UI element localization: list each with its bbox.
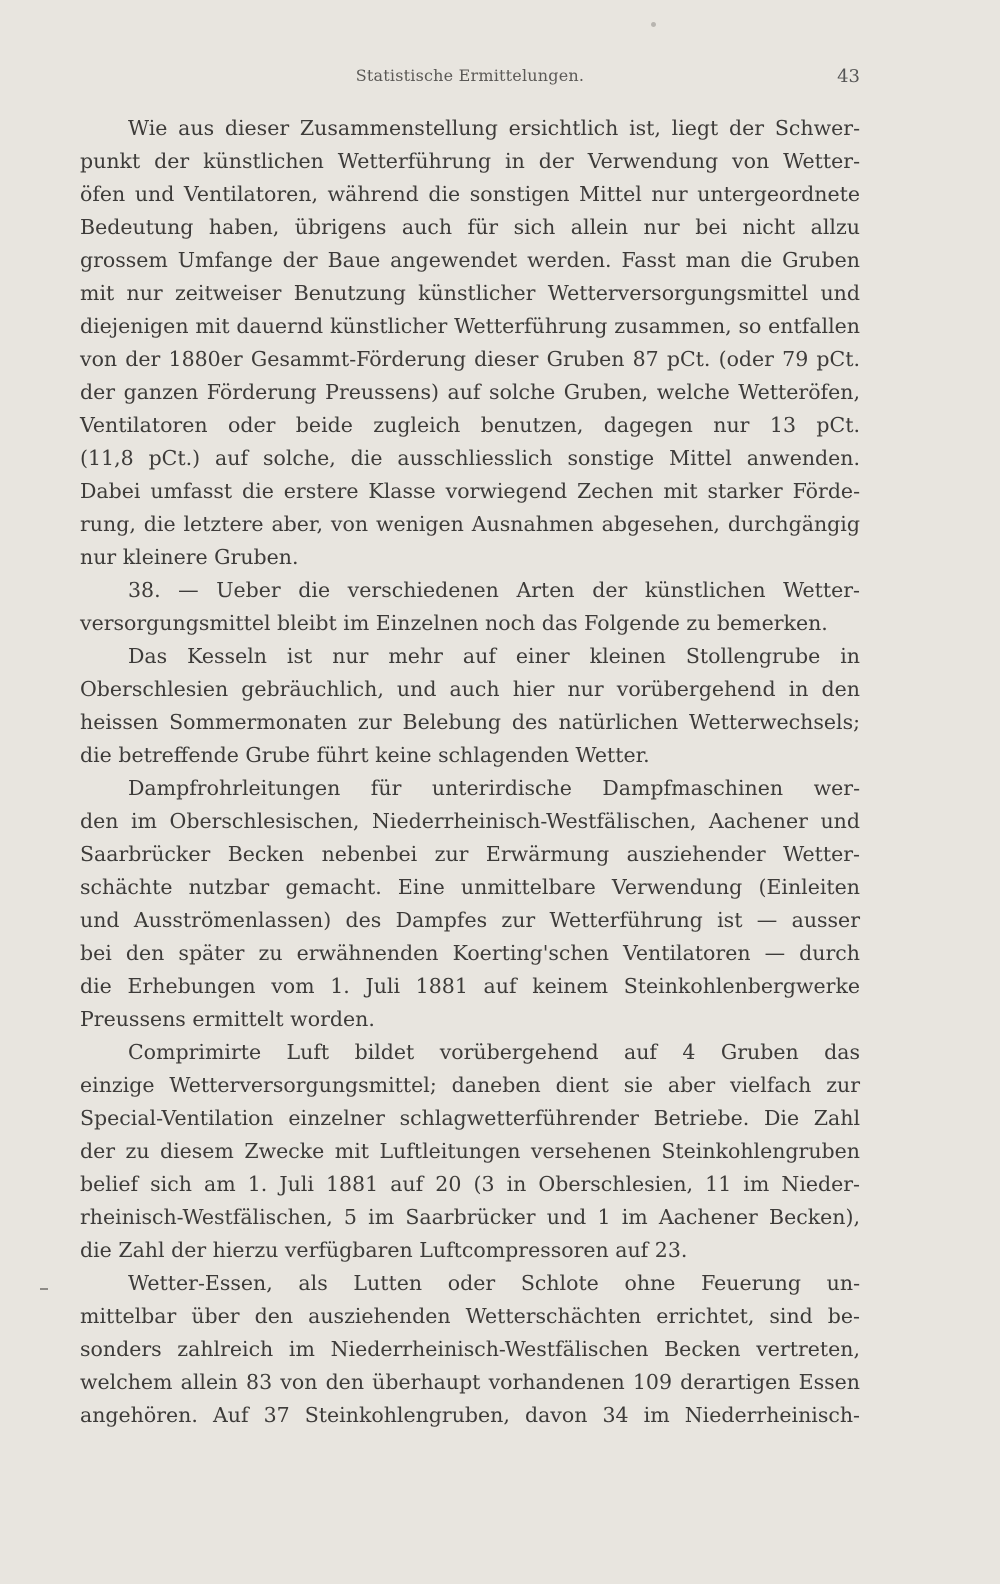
text-line: die betreffende Grube führt keine schlagenden Wetter. [80,743,650,767]
text-line: der zu diesem Zwecke mit Luftleitungen versehenen Steinkohlengruben [80,1139,860,1163]
text-line: öfen und Ventilatoren, während die sonstigen Mittel nur untergeordnete [80,182,860,206]
text-line: diejenigen mit dauernd künstlicher Wetterführung zusammen, so entfallen [80,314,860,338]
text-line: Ventilatoren oder beide zugleich benutzen, dagegen nur 13 pCt. [80,413,860,437]
text-line: heissen Sommermonaten zur Belebung des natürlichen Wetterwechsels; [80,710,860,734]
text-line: sonders zahlreich im Niederrheinisch-Westfälischen Becken vertreten, [80,1337,860,1361]
text-line: den im Oberschlesischen, Niederrheinisch-Westfälischen, Aachener und [80,809,860,833]
text-line: Special-Ventilation einzelner schlagwetterführender Betriebe. Die Zahl [80,1106,860,1130]
text-line: der ganzen Förderung Preussens) auf solche Gruben, welche Wetteröfen, [80,380,860,404]
text-line: belief sich am 1. Juli 1881 auf 20 (3 in Oberschlesien, 11 im Nieder- [80,1172,860,1196]
text-line: Oberschlesien gebräuchlich, und auch hier nur vorübergehend in den [80,677,860,701]
text-line: rheinisch-Westfälischen, 5 im Saarbrücker und 1 im Aachener Becken), [80,1205,860,1229]
paper-speck [651,22,656,27]
text-line: rung, die letztere aber, von wenigen Ausnahmen abgesehen, durchgängig [80,512,860,536]
text-line: grossem Umfange der Baue angewendet werden. Fasst man die Gruben [80,248,860,272]
text-line: punkt der künstlichen Wetterführung in der Verwendung von Wetter- [80,149,860,173]
text-line: angehören. Auf 37 Steinkohlengruben, davon 34 im Niederrheinisch- [80,1403,860,1427]
text-line: Dabei umfasst die erstere Klasse vorwiegend Zechen mit starker Förde- [80,479,860,503]
text-line: und Ausströmenlassen) des Dampfes zur Wetterführung ist — ausser [80,908,860,932]
margin-mark [40,1288,48,1290]
text-line: Saarbrücker Becken nebenbei zur Erwärmung ausziehender Wetter- [80,842,860,866]
text-line: welchem allein 83 von den überhaupt vorhandenen 109 derartigen Essen [80,1370,860,1394]
text-line: die Erhebungen vom 1. Juli 1881 auf keinem Steinkohlenbergwerke [80,974,860,998]
text-line: nur kleinere Gruben. [80,545,299,569]
section-line: 38. — Ueber die verschiedenen Arten der künstlichen Wetter- [128,578,860,602]
text-line: schächte nutzbar gemacht. Eine unmittelbare Verwendung (Einleiten [80,875,860,899]
text-line: Bedeutung haben, übrigens auch für sich allein nur bei nicht allzu [80,215,860,239]
text-line: Dampfrohrleitungen für unterirdische Dampfmaschinen wer- [128,776,860,800]
text-line: Preussens ermittelt worden. [80,1007,375,1031]
text-line: versorgungsmittel bleibt im Einzelnen noch das Folgende zu bemerken. [80,611,828,635]
text-line: mit nur zeitweiser Benutzung künstlicher Wetterversorgungsmittel und [80,281,860,305]
text-line: mittelbar über den ausziehenden Wetterschächten errichtet, sind be- [80,1304,860,1328]
text-line: von der 1880er Gesammt-Förderung dieser Gruben 87 pCt. (oder 79 pCt. [80,347,860,371]
running-title: Statistische Ermittelungen. [355,66,585,85]
page-header [80,66,860,94]
text-line: (11,8 pCt.) auf solche, die ausschliesslich sonstige Mittel anwenden. [80,446,860,470]
page-number: 43 [837,66,860,87]
text-line: Comprimirte Luft bildet vorübergehend auf 4 Gruben das [128,1040,860,1064]
text-line: Das Kesseln ist nur mehr auf einer kleinen Stollengrube in [128,644,860,668]
body-text [80,112,860,1432]
text-line: Wetter-Essen, als Lutten oder Schlote ohne Feuerung un- [128,1271,860,1295]
text-line: die Zahl der hierzu verfügbaren Luftcompressoren auf 23. [80,1238,688,1262]
text-line: Wie aus dieser Zusammenstellung ersichtlich ist, liegt der Schwer- [128,116,860,140]
text-line: einzige Wetterversorgungsmittel; daneben dient sie aber vielfach zur [80,1073,860,1097]
text-line: bei den später zu erwähnenden Koerting'schen Ventilatoren — durch [80,941,860,965]
